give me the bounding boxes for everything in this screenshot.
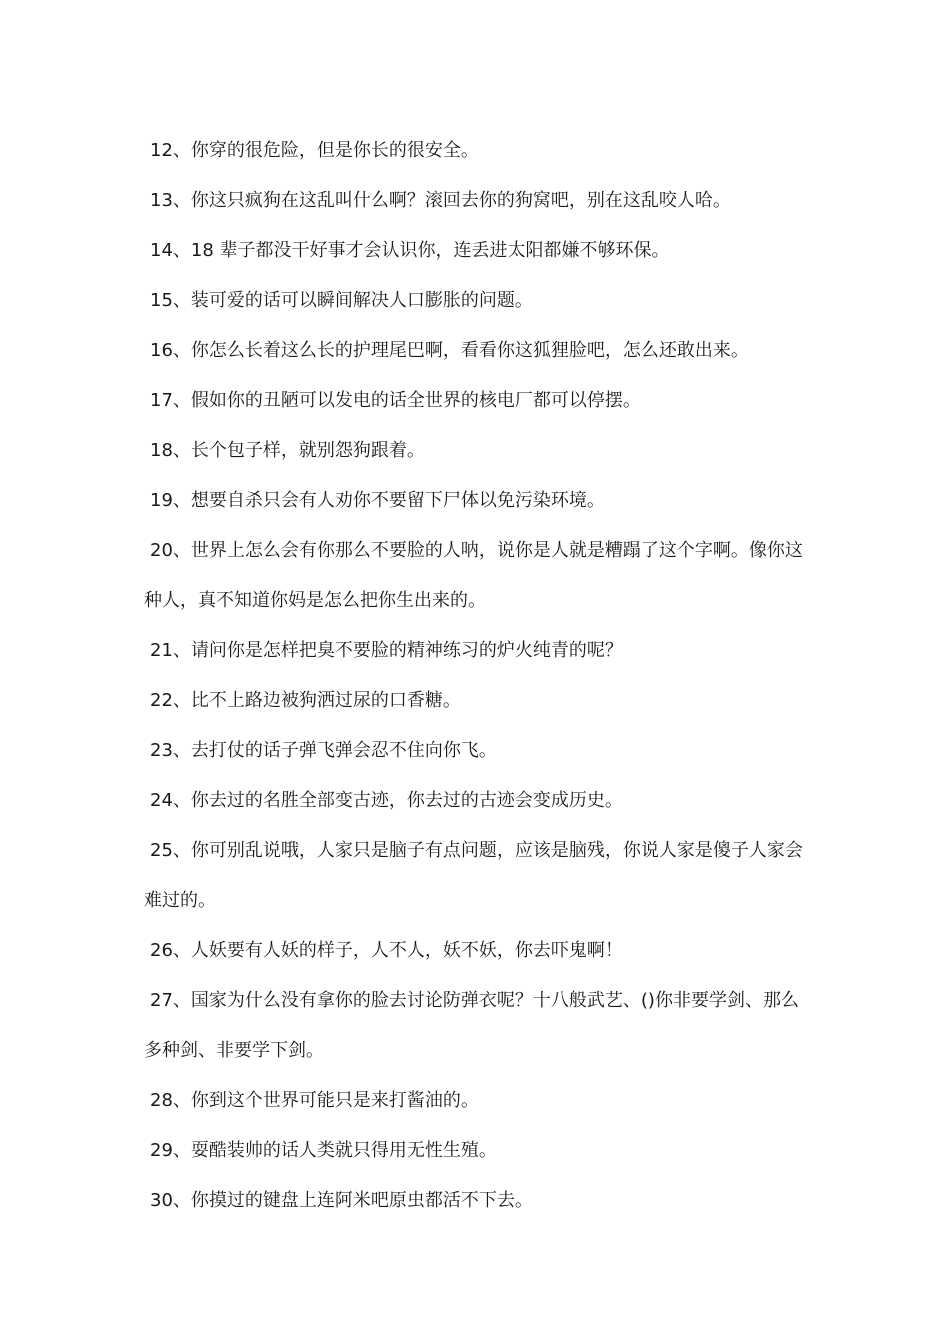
paragraph-28: 28、你到这个世界可能只是来打酱油的。 <box>150 1090 479 1111</box>
paragraph-16: 16、你怎么长着这么长的护理尾巴啊，看看你这狐狸脸吧，怎么还敢出来。 <box>150 340 749 361</box>
paragraph-17: 17、假如你的丑陋可以发电的话全世界的核电厂都可以停摆。 <box>150 390 641 411</box>
paragraph-18: 18、长个包子样，就别怨狗跟着。 <box>150 440 425 461</box>
paragraph-22: 22、比不上路边被狗洒过尿的口香糖。 <box>150 690 461 711</box>
document-body <box>144 126 812 1226</box>
paragraph-25: 25、你可别乱说哦，人家只是脑子有点问题，应该是脑残，你说人家是傻子人家会难过的。 <box>144 840 803 911</box>
paragraph-26: 26、人妖要有人妖的样子，人不人，妖不妖，你去吓鬼啊！ <box>150 940 623 961</box>
paragraph-23: 23、去打仗的话子弹飞弹会忍不住向你飞。 <box>150 740 497 761</box>
paragraph-15: 15、装可爱的话可以瞬间解决人口膨胀的问题。 <box>150 290 533 311</box>
paragraph-13: 13、你这只疯狗在这乱叫什么啊？滚回去你的狗窝吧，别在这乱咬人哈。 <box>150 190 731 211</box>
paragraph-29: 29、耍酷装帅的话人类就只得用无性生殖。 <box>150 1140 497 1161</box>
paragraph-14: 14、18 辈子都没干好事才会认识你，连丢进太阳都嫌不够环保。 <box>150 240 670 261</box>
paragraph-12: 12、你穿的很危险，但是你长的很安全。 <box>150 140 479 161</box>
paragraph-19: 19、想要自杀只会有人劝你不要留下尸体以免污染环境。 <box>150 490 605 511</box>
paragraph-27: 27、国家为什么没有拿你的脸去讨论防弹衣呢？十八般武艺、()你非要学剑、那么多种剑、非要学下剑。 <box>144 990 799 1061</box>
paragraph-30: 30、你摸过的键盘上连阿米吧原虫都活不下去。 <box>150 1190 533 1211</box>
paragraph-24: 24、你去过的名胜全部变古迹，你去过的古迹会变成历史。 <box>150 790 623 811</box>
paragraph-20: 20、世界上怎么会有你那么不要脸的人呐，说你是人就是糟蹋了这个字啊。像你这种人，真不知道你妈是怎么把你生出来的。 <box>144 540 803 611</box>
paragraph-21: 21、请问你是怎样把臭不要脸的精神练习的炉火纯青的呢？ <box>150 640 623 661</box>
